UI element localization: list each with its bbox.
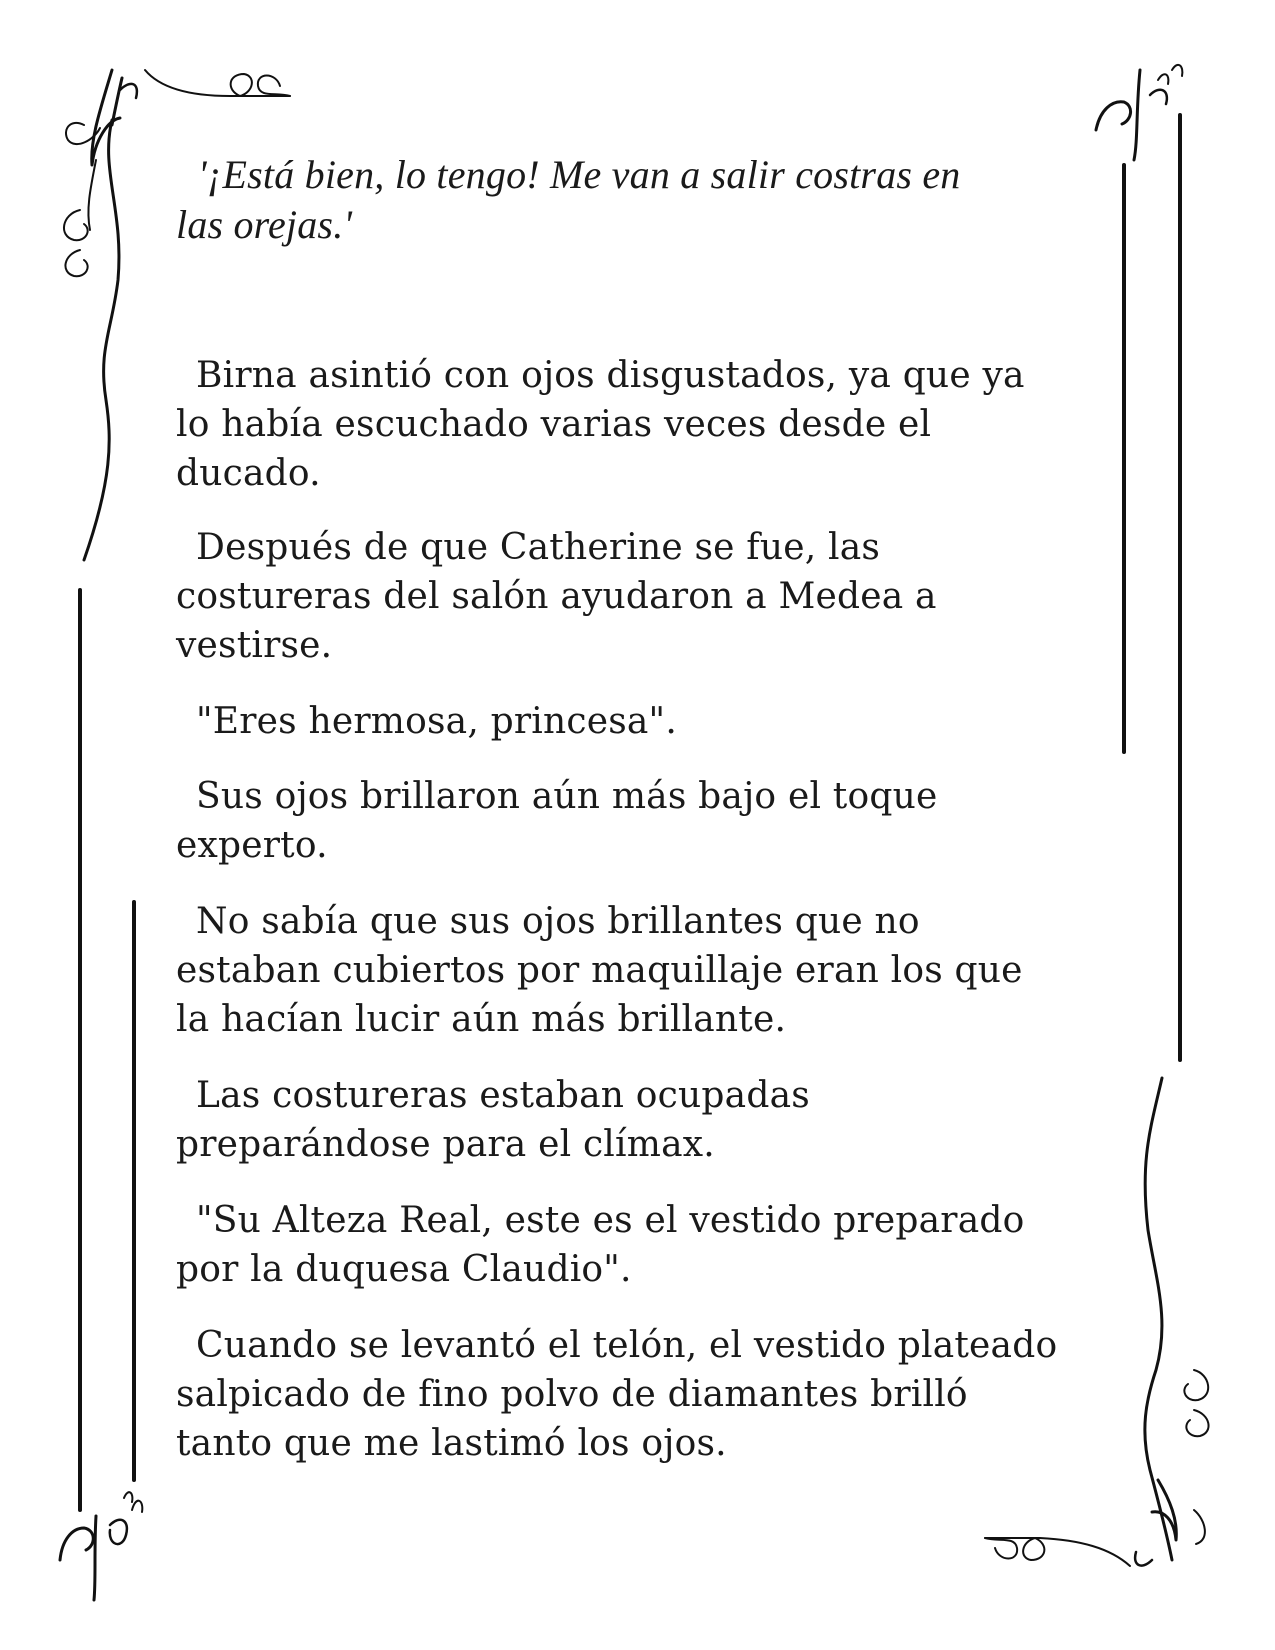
paragraph-line: por la duquesa Claudio". bbox=[176, 1249, 632, 1290]
paragraph-line: lo había escuchado varias veces desde el bbox=[176, 404, 932, 445]
paragraph-line: la hacían lucir aún más brillante. bbox=[176, 999, 787, 1040]
quote-line-2: las orejas.' bbox=[176, 202, 353, 247]
paragraph-line: salpicado de fino polvo de diamantes brilló bbox=[176, 1374, 968, 1415]
paragraph-line: ducado. bbox=[176, 453, 321, 494]
paragraph-line: Después de que Catherine se fue, las bbox=[196, 527, 881, 568]
paragraph-line: estaban cubiertos por maquillaje eran los que bbox=[176, 950, 1023, 991]
paragraph-line: Las costureras estaban ocupadas bbox=[196, 1075, 810, 1116]
paragraph-line: Sus ojos brillaron aún más bajo el toque bbox=[196, 776, 938, 817]
paragraph-line: "Eres hermosa, princesa". bbox=[196, 701, 677, 742]
paragraph-line: vestirse. bbox=[176, 625, 333, 666]
paragraph-line: tanto que me lastimó los ojos. bbox=[176, 1423, 727, 1464]
paragraph-line: No sabía que sus ojos brillantes que no bbox=[196, 901, 920, 942]
quote-line-1: '¡Está bien, lo tengo! Me van a salir costras en bbox=[198, 152, 961, 197]
paragraph-line: Cuando se levantó el telón, el vestido plateado bbox=[196, 1325, 1058, 1366]
paragraph-line: costureras del salón ayudaron a Medea a bbox=[176, 576, 937, 617]
paragraph-line: Birna asintió con ojos disgustados, ya que ya bbox=[196, 355, 1025, 396]
paragraph-line: experto. bbox=[176, 825, 328, 866]
paragraph-line: "Su Alteza Real, este es el vestido preparado bbox=[196, 1200, 1025, 1241]
paragraph-line: preparándose para el clímax. bbox=[176, 1124, 715, 1165]
